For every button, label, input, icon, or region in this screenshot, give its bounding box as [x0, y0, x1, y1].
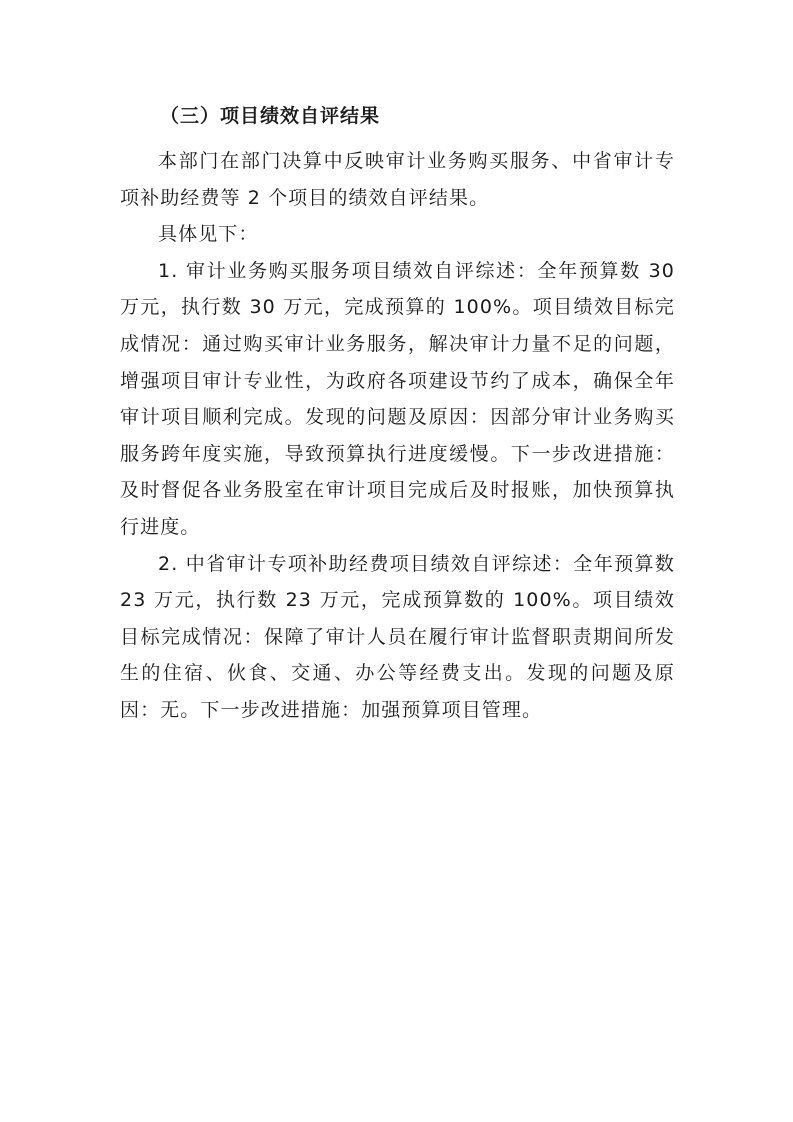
intro-paragraph: 本部门在部门决算中反映审计业务购买服务、中省审计专项补助经费等 2 个项目的绩效自评结果。 — [120, 150, 675, 209]
document-body — [120, 98, 675, 729]
section-heading: （三）项目绩效自评结果 — [160, 105, 381, 127]
detail-lead-paragraph: 具体见下： — [158, 223, 259, 246]
project-item-2-paragraph: 2. 中省审计专项补助经费项目绩效自评综述：全年预算数 23 万元，执行数 23 万元，完成预算数的 100%。项目绩效目标完成情况：保障了审计人员在履行审计监督职责期间所发生的住宿、伙食、交通、办公等经费支出。发现的问题及原因：无。下一步改进措施：加强预算项目管理。 — [120, 552, 675, 721]
project-item-1-paragraph: 1. 审计业务购买服务项目绩效自评综述：全年预算数 30 万元，执行数 30 万元，完成预算的 100%。项目绩效目标完成情况：通过购买审计业务服务，解决审计力量不足的问题，增强项目审计专业性，为政府各项建设节约了成本，确保全年审计项目顺利完成。发现的问题及原因：因部分审计业务购买服务跨年度实施，导致预算执行进度缓慢。下一步改进措施：及时督促各业务股室在审计项目完成后及时报账，加快预算执行进度。 — [120, 259, 675, 538]
